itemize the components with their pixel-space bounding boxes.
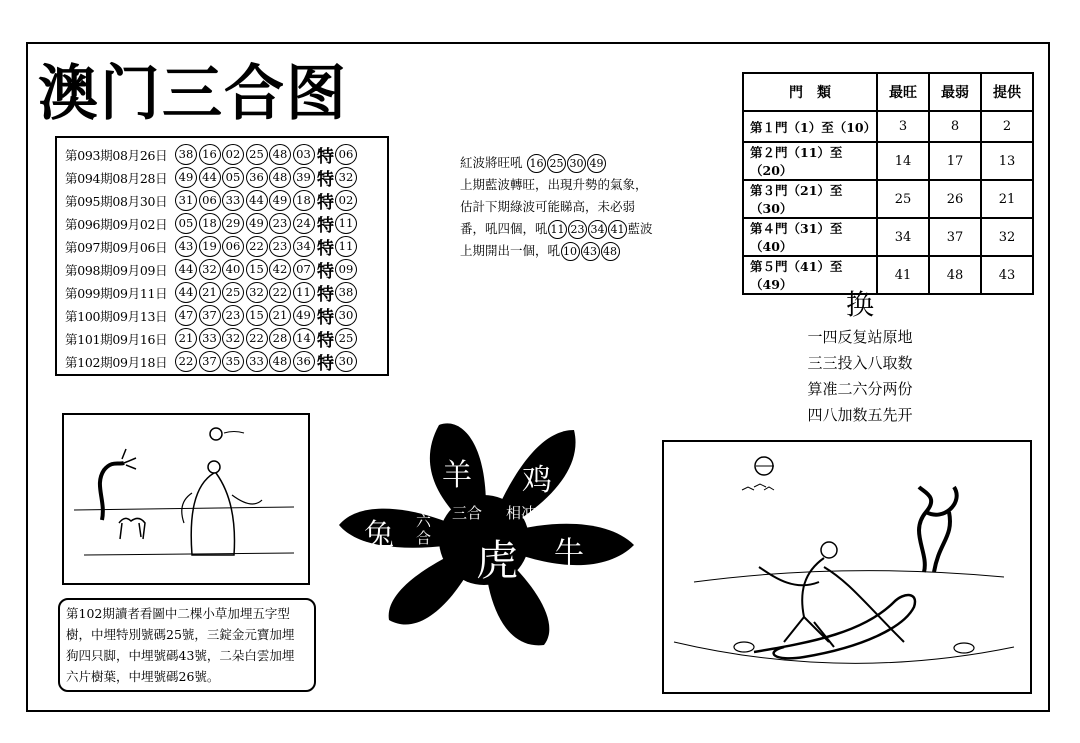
draw-label: 第096期09月02日 <box>65 216 168 232</box>
label-sanhe: 三合 <box>452 504 483 522</box>
number-ball: 28 <box>269 328 291 349</box>
circled-number: 11 <box>548 220 567 239</box>
news-line-1-text: 紅波將旺吼 <box>460 155 523 170</box>
riddle-line: 狗四只脚，中埋號碼43號，二朵白雲加埋 <box>66 648 295 663</box>
news-line-4 <box>460 218 660 240</box>
special-ball: 09 <box>335 259 357 280</box>
circled-number: 48 <box>601 242 620 261</box>
number-ball: 33 <box>222 190 244 211</box>
poem-block <box>795 286 925 428</box>
number-ball: 43 <box>175 236 197 257</box>
news-line-2: 上期藍波轉旺，出現升勢的氣象， <box>460 177 648 192</box>
circled-number: 49 <box>587 154 606 173</box>
door-category-table <box>742 72 1034 295</box>
news-line-4-post: 藍波 <box>627 221 653 236</box>
draw-row <box>65 258 387 281</box>
table-row <box>743 180 1033 218</box>
illustration-woman-and-dog <box>62 413 310 585</box>
special-label: 特 <box>317 308 334 328</box>
number-ball: 48 <box>269 167 291 188</box>
cell-offer: 21 <box>981 180 1033 218</box>
page-title: 澳门三合图 <box>38 59 348 129</box>
poem-line: 四八加数五先开 <box>807 406 913 424</box>
special-label: 特 <box>317 170 334 190</box>
zodiac-rooster: 鸡 <box>522 463 552 498</box>
circled-number: 41 <box>608 220 627 239</box>
number-ball: 31 <box>175 190 197 211</box>
number-ball: 22 <box>269 282 291 303</box>
number-ball: 23 <box>269 236 291 257</box>
cell-min: 26 <box>929 180 981 218</box>
number-ball: 06 <box>199 190 221 211</box>
woman-dog-drawing <box>64 415 308 583</box>
man-snake-drawing <box>664 442 1030 692</box>
riddle-line: 樹，中埋特別號碼25號，三錠金元寶加埋 <box>66 627 295 642</box>
draw-label: 第100期09月13日 <box>65 308 168 324</box>
number-ball: 18 <box>293 190 315 211</box>
number-ball: 34 <box>293 236 315 257</box>
draw-row <box>65 304 387 327</box>
number-ball: 07 <box>293 259 315 280</box>
special-ball: 11 <box>335 213 357 234</box>
riddle-line: 六片樹葉，中埋號碼26號。 <box>66 669 220 684</box>
draw-row <box>65 166 387 189</box>
cell-door: 第１門（1）至（10） <box>743 111 877 142</box>
number-ball: 32 <box>246 282 268 303</box>
zodiac-rabbit: 兔 <box>364 518 394 553</box>
number-ball: 49 <box>175 167 197 188</box>
number-ball: 37 <box>199 351 221 372</box>
news-line-3: 估計下期綠波可能睇高，未必弱 <box>460 199 636 214</box>
number-ball: 32 <box>222 328 244 349</box>
cell-min: 37 <box>929 218 981 256</box>
label-liuhe: 六合 <box>416 512 432 547</box>
number-ball: 02 <box>222 144 244 165</box>
draw-row <box>65 281 387 304</box>
number-ball: 40 <box>222 259 244 280</box>
number-ball: 22 <box>246 328 268 349</box>
draw-row <box>65 235 387 258</box>
cell-offer: 32 <box>981 218 1033 256</box>
zodiac-sheep: 羊 <box>442 458 472 493</box>
number-ball: 48 <box>269 351 291 372</box>
draw-label: 第101期09月16日 <box>65 331 168 347</box>
number-ball: 47 <box>175 305 197 326</box>
number-ball: 44 <box>199 167 221 188</box>
number-ball: 29 <box>222 213 244 234</box>
number-ball: 23 <box>222 305 244 326</box>
zodiac-ox: 牛 <box>554 536 584 571</box>
special-ball: 02 <box>335 190 357 211</box>
number-ball: 25 <box>222 282 244 303</box>
draw-label: 第095期08月30日 <box>65 193 168 209</box>
poem-line: 算准二六分两份 <box>807 380 913 398</box>
number-ball: 49 <box>269 190 291 211</box>
draw-label: 第102期09月18日 <box>65 354 168 370</box>
poem-title: 换 <box>845 288 874 321</box>
header-min: 最弱 <box>929 73 981 111</box>
special-ball: 30 <box>335 305 357 326</box>
draw-row <box>65 212 387 235</box>
number-ball: 37 <box>199 305 221 326</box>
riddle-box <box>58 598 316 692</box>
number-ball: 03 <box>293 144 315 165</box>
special-label: 特 <box>317 262 334 282</box>
cell-min: 17 <box>929 142 981 180</box>
number-ball: 48 <box>269 144 291 165</box>
special-ball: 38 <box>335 282 357 303</box>
special-ball: 25 <box>335 328 357 349</box>
number-ball: 36 <box>293 351 315 372</box>
cell-offer: 43 <box>981 256 1033 294</box>
draw-row <box>65 189 387 212</box>
number-ball: 33 <box>246 351 268 372</box>
news-line-4-pre: 番，吼四個，吼 <box>460 221 548 236</box>
circled-number: 43 <box>581 242 600 261</box>
special-ball: 32 <box>335 167 357 188</box>
number-ball: 16 <box>199 144 221 165</box>
header-door: 門 類 <box>743 73 877 111</box>
number-ball: 21 <box>199 282 221 303</box>
number-ball: 33 <box>199 328 221 349</box>
illustration-man-and-snake <box>662 440 1032 694</box>
special-label: 特 <box>317 239 334 259</box>
circled-number: 10 <box>561 242 580 261</box>
circled-number: 30 <box>567 154 586 173</box>
zodiac-flower <box>334 410 634 650</box>
number-ball: 44 <box>246 190 268 211</box>
draw-row <box>65 327 387 350</box>
number-ball: 06 <box>222 236 244 257</box>
special-label: 特 <box>317 193 334 213</box>
number-ball: 36 <box>246 167 268 188</box>
zodiac-tiger: 虎 <box>476 536 519 585</box>
cell-offer: 13 <box>981 142 1033 180</box>
special-label: 特 <box>317 331 334 351</box>
special-label: 特 <box>317 147 334 167</box>
special-label: 特 <box>317 285 334 305</box>
news-line-5-pre: 上期開出一個，吼 <box>460 243 561 258</box>
label-xiangchong: 相冲 <box>506 504 537 522</box>
draw-label: 第099期09月11日 <box>65 285 168 301</box>
riddle-line: 第102期讀者看圖中二棵小草加埋五字型 <box>66 606 290 621</box>
circled-number: 25 <box>547 154 566 173</box>
number-ball: 15 <box>246 305 268 326</box>
cell-max: 25 <box>877 180 929 218</box>
number-ball: 21 <box>269 305 291 326</box>
poem-line: 一四反复站原地 <box>807 328 913 346</box>
number-ball: 44 <box>175 282 197 303</box>
number-ball: 49 <box>293 305 315 326</box>
news-line-5 <box>460 240 660 262</box>
cell-offer: 2 <box>981 111 1033 142</box>
circled-number: 16 <box>527 154 546 173</box>
cell-min: 8 <box>929 111 981 142</box>
circled-number: 23 <box>568 220 587 239</box>
draw-label: 第093期08月26日 <box>65 147 168 163</box>
number-ball: 05 <box>222 167 244 188</box>
table-row <box>743 111 1033 142</box>
poem-line: 三三投入八取数 <box>807 354 913 372</box>
number-ball: 18 <box>199 213 221 234</box>
cell-max: 41 <box>877 256 929 294</box>
header-offer: 提供 <box>981 73 1033 111</box>
special-ball: 06 <box>335 144 357 165</box>
special-ball: 11 <box>335 236 357 257</box>
number-ball: 44 <box>175 259 197 280</box>
cell-door: 第３門（21）至（30） <box>743 180 877 218</box>
cell-max: 14 <box>877 142 929 180</box>
number-ball: 19 <box>199 236 221 257</box>
draw-row <box>65 350 387 373</box>
number-ball: 22 <box>175 351 197 372</box>
cell-max: 3 <box>877 111 929 142</box>
draw-label: 第097期09月06日 <box>65 239 168 255</box>
number-ball: 49 <box>246 213 268 234</box>
special-ball: 30 <box>335 351 357 372</box>
number-ball: 42 <box>269 259 291 280</box>
number-ball: 25 <box>246 144 268 165</box>
number-ball: 14 <box>293 328 315 349</box>
header-max: 最旺 <box>877 73 929 111</box>
cell-max: 34 <box>877 218 929 256</box>
number-ball: 21 <box>175 328 197 349</box>
circled-number: 34 <box>588 220 607 239</box>
table-row <box>743 218 1033 256</box>
number-ball: 32 <box>199 259 221 280</box>
news-line-1 <box>460 152 660 174</box>
number-ball: 24 <box>293 213 315 234</box>
cell-door: 第５門（41）至（49） <box>743 256 877 294</box>
special-label: 特 <box>317 354 334 374</box>
table-header-row <box>743 73 1033 111</box>
draw-label: 第094期08月28日 <box>65 170 168 186</box>
number-ball: 15 <box>246 259 268 280</box>
cell-min: 48 <box>929 256 981 294</box>
number-ball: 38 <box>175 144 197 165</box>
number-ball: 22 <box>246 236 268 257</box>
number-ball: 11 <box>293 282 315 303</box>
color-wave-commentary <box>460 152 660 262</box>
special-label: 特 <box>317 216 334 236</box>
number-ball: 39 <box>293 167 315 188</box>
draw-results-box <box>55 136 389 376</box>
draw-row <box>65 143 387 166</box>
cell-door: 第２門（11）至（20） <box>743 142 877 180</box>
cell-door: 第４門（31）至（40） <box>743 218 877 256</box>
number-ball: 35 <box>222 351 244 372</box>
draw-label: 第098期09月09日 <box>65 262 168 278</box>
table-row <box>743 142 1033 180</box>
number-ball: 23 <box>269 213 291 234</box>
number-ball: 05 <box>175 213 197 234</box>
